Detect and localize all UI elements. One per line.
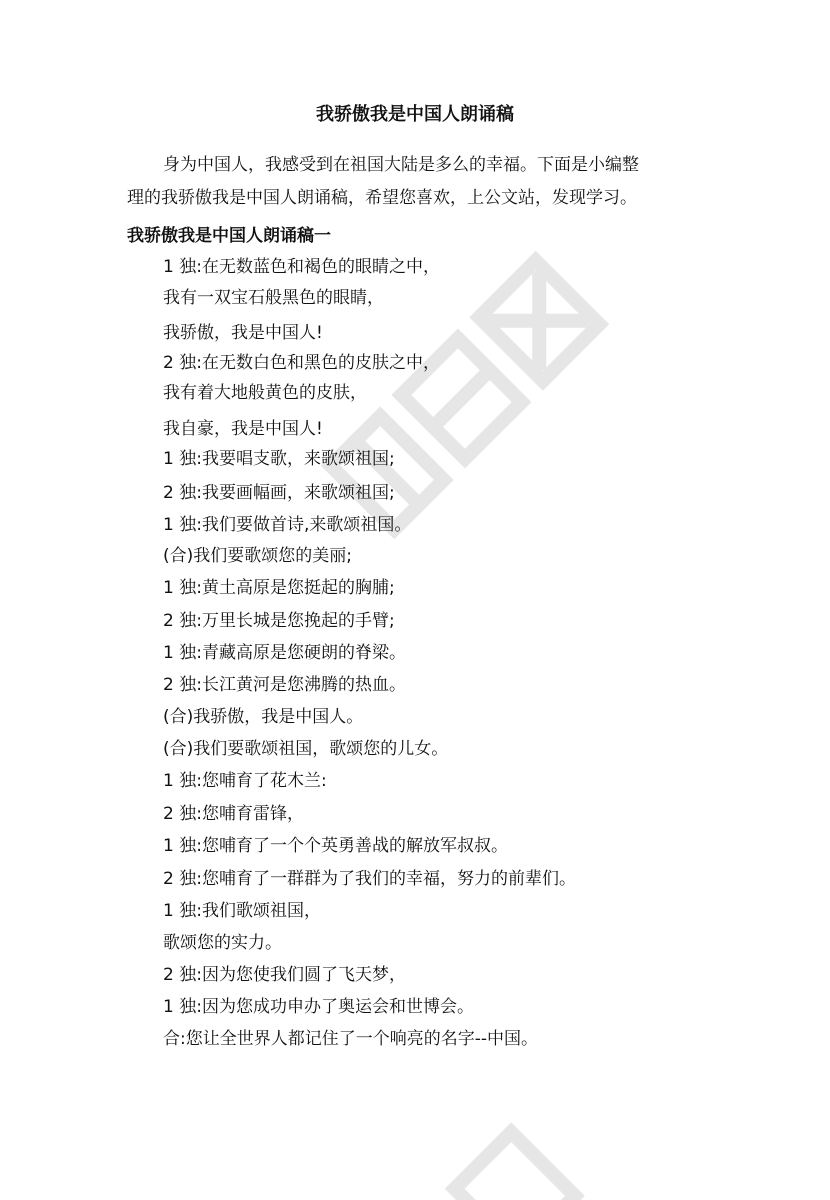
poem-line: 2 独:您哺育雷锋， <box>163 804 304 824</box>
poem-line: 我骄傲，我是中国人! <box>163 323 323 343</box>
poem-line: 我有着大地般黄色的皮肤， <box>163 383 367 403</box>
poem-line: 1 独:您哺育了一个个英勇善战的解放军叔叔。 <box>163 836 508 856</box>
poem-line: 1 独:您哺育了花木兰: <box>163 771 327 791</box>
poem-line: (合)我骄傲，我是中国人。 <box>163 707 364 727</box>
poem-line: 2 独:您哺育了一群群为了我们的幸福，努力的前辈们。 <box>163 869 576 889</box>
poem-line: 2 独:长江黄河是您沸腾的热血。 <box>163 675 406 695</box>
poem-line: 我有一双宝石般黑色的眼睛， <box>163 288 384 308</box>
poem-line: 1 独:我们歌颂祖国， <box>163 901 321 921</box>
poem-line: 2 独:我要画幅画，来歌颂祖国; <box>163 483 395 503</box>
poem-line: 我自豪，我是中国人! <box>163 419 323 439</box>
poem-line: 歌颂您的实力。 <box>163 933 282 953</box>
document-title: 我骄傲我是中国人朗诵稿 <box>316 104 514 125</box>
poem-line: 1 独:黄土高原是您挺起的胸脯; <box>163 578 395 598</box>
section-heading: 我骄傲我是中国人朗诵稿一 <box>127 226 331 246</box>
watermark-fragment-icon <box>360 1080 620 1200</box>
poem-line: 2 独:万里长城是您挽起的手臂; <box>163 611 395 631</box>
poem-line: 2 独:在无数白色和黑色的皮肤之中， <box>163 353 440 373</box>
poem-line: (合)我们要歌颂您的美丽; <box>163 546 352 566</box>
poem-line: 2 独:因为您使我们圆了飞天梦， <box>163 965 406 985</box>
intro-paragraph-line-1: 身为中国人，我感受到在祖国大陆是多么的幸福。下面是小编整 <box>163 155 639 175</box>
poem-line: 合:您让全世界人都记住了一个响亮的名字--中国。 <box>163 1029 538 1049</box>
poem-line: 1 独:我要唱支歌，来歌颂祖国; <box>163 449 395 469</box>
poem-line: 1 独:在无数蓝色和褐色的眼睛之中， <box>163 257 440 277</box>
poem-line: 1 独:因为您成功申办了奥运会和世博会。 <box>163 997 474 1017</box>
poem-line: 1 独:青藏高原是您硬朗的脊梁。 <box>163 643 406 663</box>
poem-line: 1 独:我们要做首诗,来歌颂祖国。 <box>163 515 412 535</box>
intro-paragraph-line-2: 理的我骄傲我是中国人朗诵稿，希望您喜欢，上公文站，发现学习。 <box>127 188 637 208</box>
poem-line: (合)我们要歌颂祖国，歌颂您的儿女。 <box>163 739 449 759</box>
